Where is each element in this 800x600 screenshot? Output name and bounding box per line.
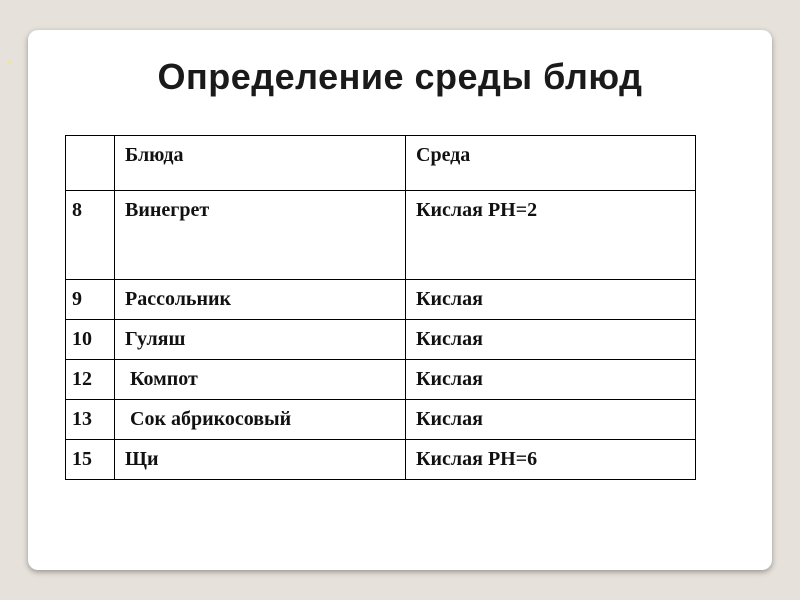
row-medium: Кислая РН=2 <box>406 191 696 280</box>
table-row <box>66 440 696 480</box>
row-number: 8 <box>66 191 115 280</box>
row-dish: Сок абрикосовый <box>115 400 406 440</box>
row-dish: Рассольник <box>115 280 406 320</box>
table-row <box>66 360 696 400</box>
row-number: 15 <box>66 440 115 480</box>
row-medium: Кислая <box>406 320 696 360</box>
row-medium: Кислая <box>406 360 696 400</box>
header-medium: Среда <box>406 136 696 191</box>
row-dish: Винегрет <box>115 191 406 280</box>
slide <box>28 30 772 570</box>
page-title: Определение среды блюд <box>157 56 643 97</box>
table-row <box>66 191 696 280</box>
row-number: 10 <box>66 320 115 360</box>
row-dish: Щи <box>115 440 406 480</box>
row-number: 12 <box>66 360 115 400</box>
header-number <box>66 136 115 191</box>
decorative-dot <box>8 61 11 64</box>
table-row <box>66 400 696 440</box>
row-dish: Компот <box>115 360 406 400</box>
table-row <box>66 280 696 320</box>
row-dish: Гуляш <box>115 320 406 360</box>
table-row <box>66 320 696 360</box>
header-dish: Блюда <box>115 136 406 191</box>
table-header-row <box>66 136 696 191</box>
row-medium: Кислая <box>406 280 696 320</box>
row-number: 9 <box>66 280 115 320</box>
dishes-table <box>65 135 696 480</box>
row-medium: Кислая <box>406 400 696 440</box>
row-number: 13 <box>66 400 115 440</box>
row-medium: Кислая РН=6 <box>406 440 696 480</box>
